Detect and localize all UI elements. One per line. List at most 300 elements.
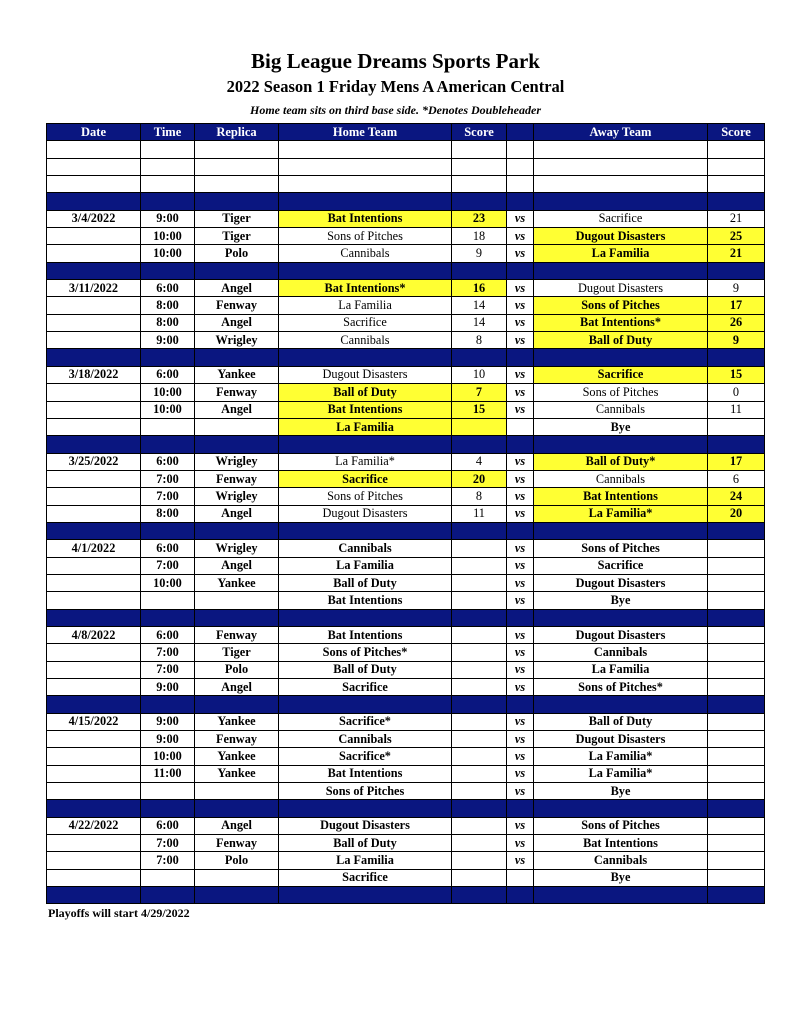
cell-away-score (708, 557, 765, 574)
page-title: Big League Dreams Sports Park (251, 49, 540, 73)
cell-date (47, 661, 141, 678)
cell-time: 10:00 (141, 748, 195, 765)
cell-replica (195, 592, 279, 609)
cell-away-team: Sons of Pitches (534, 384, 708, 401)
blank-row (47, 158, 765, 175)
cell-home-score (452, 418, 507, 435)
cell-home-team: Sacrifice (279, 869, 452, 886)
cell-away-score: 17 (708, 453, 765, 470)
cell-away-team: Bat Intentions (534, 488, 708, 505)
cell-away-team (534, 522, 708, 539)
cell-home-score (452, 679, 507, 696)
cell-time: 7:00 (141, 852, 195, 869)
cell-away-team (534, 609, 708, 626)
blank-row (47, 176, 765, 193)
cell-date (47, 748, 141, 765)
cell-date: 3/18/2022 (47, 366, 141, 383)
cell-vs (507, 522, 534, 539)
table-row (47, 401, 765, 418)
cell-date (47, 800, 141, 817)
cell-time: 7:00 (141, 488, 195, 505)
cell-home-score: 8 (452, 488, 507, 505)
cell-home-score (452, 852, 507, 869)
cell-vs (507, 176, 534, 193)
cell-home-score: 16 (452, 280, 507, 297)
cell-away-team: Bye (534, 418, 708, 435)
cell-time: 6:00 (141, 453, 195, 470)
cell-vs: vs (507, 626, 534, 643)
cell-away-score: 11 (708, 401, 765, 418)
cell-home-team: Sacrifice* (279, 713, 452, 730)
cell-away-team (534, 262, 708, 279)
col-header-time: Time (141, 124, 195, 141)
cell-replica: Tiger (195, 228, 279, 245)
cell-vs: vs (507, 384, 534, 401)
cell-home-score: 14 (452, 314, 507, 331)
cell-date (47, 592, 141, 609)
cell-date (47, 835, 141, 852)
cell-home-team: Sons of Pitches* (279, 644, 452, 661)
cell-away-team: Bat Intentions (534, 835, 708, 852)
cell-date (47, 332, 141, 349)
cell-date (47, 384, 141, 401)
cell-time: 7:00 (141, 644, 195, 661)
cell-date (47, 436, 141, 453)
cell-home-team: Ball of Duty (279, 384, 452, 401)
cell-replica: Angel (195, 280, 279, 297)
week-separator (47, 887, 765, 904)
cell-time (141, 176, 195, 193)
cell-home-team (279, 158, 452, 175)
cell-time (141, 609, 195, 626)
cell-time (141, 418, 195, 435)
header-row (47, 124, 765, 141)
cell-replica (195, 800, 279, 817)
cell-vs: vs (507, 713, 534, 730)
cell-away-score (708, 887, 765, 904)
cell-replica: Tiger (195, 644, 279, 661)
week-separator (47, 696, 765, 713)
cell-replica (195, 436, 279, 453)
schedule-table (46, 123, 765, 904)
cell-vs: vs (507, 366, 534, 383)
cell-away-score (708, 713, 765, 730)
cell-home-team: Cannibals (279, 731, 452, 748)
cell-time: 10:00 (141, 228, 195, 245)
cell-home-score (452, 592, 507, 609)
cell-away-score (708, 349, 765, 366)
blank-row (47, 141, 765, 158)
cell-date (47, 470, 141, 487)
cell-replica: Yankee (195, 765, 279, 782)
week-separator (47, 349, 765, 366)
table-row (47, 210, 765, 227)
cell-vs: vs (507, 661, 534, 678)
cell-home-score: 10 (452, 366, 507, 383)
cell-away-team (534, 887, 708, 904)
cell-vs: vs (507, 835, 534, 852)
cell-vs: vs (507, 332, 534, 349)
table-row (47, 488, 765, 505)
cell-home-team: Bat Intentions (279, 626, 452, 643)
table-row (47, 228, 765, 245)
cell-date (47, 158, 141, 175)
cell-home-team: La Familia* (279, 453, 452, 470)
cell-home-team: Sacrifice (279, 314, 452, 331)
cell-home-score (452, 765, 507, 782)
cell-replica (195, 418, 279, 435)
cell-away-team: Sons of Pitches (534, 817, 708, 834)
cell-home-team: Dugout Disasters (279, 505, 452, 522)
cell-home-score: 20 (452, 470, 507, 487)
table-row (47, 852, 765, 869)
cell-date (47, 522, 141, 539)
cell-away-score: 26 (708, 314, 765, 331)
cell-replica (195, 783, 279, 800)
cell-replica: Angel (195, 679, 279, 696)
cell-away-team: Bye (534, 869, 708, 886)
cell-home-score (452, 193, 507, 210)
cell-vs (507, 869, 534, 886)
cell-home-team: Sacrifice (279, 470, 452, 487)
cell-home-score (452, 557, 507, 574)
cell-replica: Angel (195, 314, 279, 331)
cell-time: 6:00 (141, 366, 195, 383)
cell-away-score (708, 817, 765, 834)
cell-home-score (452, 262, 507, 279)
cell-home-team: Dugout Disasters (279, 817, 452, 834)
cell-time (141, 262, 195, 279)
cell-replica: Fenway (195, 626, 279, 643)
cell-away-team: Dugout Disasters (534, 731, 708, 748)
cell-replica (195, 869, 279, 886)
cell-time: 10:00 (141, 245, 195, 262)
cell-home-team (279, 522, 452, 539)
cell-away-team: Cannibals (534, 470, 708, 487)
cell-replica: Polo (195, 661, 279, 678)
cell-replica: Fenway (195, 470, 279, 487)
cell-vs (507, 887, 534, 904)
cell-home-team: Dugout Disasters (279, 366, 452, 383)
cell-vs: vs (507, 401, 534, 418)
cell-away-score: 17 (708, 297, 765, 314)
table-row (47, 817, 765, 834)
cell-date (47, 349, 141, 366)
cell-home-score: 15 (452, 401, 507, 418)
cell-time: 9:00 (141, 679, 195, 696)
week-separator (47, 193, 765, 210)
col-header-date: Date (47, 124, 141, 141)
cell-away-team: La Familia* (534, 505, 708, 522)
table-row (47, 557, 765, 574)
cell-away-score (708, 193, 765, 210)
cell-time: 11:00 (141, 765, 195, 782)
cell-away-score (708, 644, 765, 661)
cell-away-score: 0 (708, 384, 765, 401)
cell-date (47, 245, 141, 262)
cell-away-score (708, 661, 765, 678)
cell-vs (507, 696, 534, 713)
cell-replica: Fenway (195, 297, 279, 314)
cell-home-team: Bat Intentions (279, 210, 452, 227)
cell-home-team: La Familia (279, 852, 452, 869)
cell-vs: vs (507, 731, 534, 748)
table-row (47, 783, 765, 800)
cell-date (47, 228, 141, 245)
cell-away-team: Sacrifice (534, 557, 708, 574)
cell-away-score (708, 869, 765, 886)
cell-home-team: Sacrifice (279, 679, 452, 696)
cell-replica (195, 141, 279, 158)
cell-date (47, 262, 141, 279)
cell-away-score (708, 765, 765, 782)
playoffs-note: Playoffs will start 4/29/2022 (48, 906, 190, 920)
cell-vs (507, 436, 534, 453)
cell-home-team: Bat Intentions* (279, 280, 452, 297)
cell-replica: Polo (195, 852, 279, 869)
cell-vs (507, 609, 534, 626)
table-row (47, 453, 765, 470)
cell-vs: vs (507, 540, 534, 557)
cell-home-score: 8 (452, 332, 507, 349)
cell-time (141, 349, 195, 366)
cell-replica (195, 349, 279, 366)
cell-date (47, 314, 141, 331)
cell-vs: vs (507, 592, 534, 609)
cell-home-score (452, 661, 507, 678)
cell-away-team: Ball of Duty (534, 332, 708, 349)
cell-home-score (452, 731, 507, 748)
cell-time: 7:00 (141, 661, 195, 678)
cell-date: 3/11/2022 (47, 280, 141, 297)
cell-replica (195, 887, 279, 904)
cell-replica: Yankee (195, 748, 279, 765)
cell-home-team: Ball of Duty (279, 835, 452, 852)
table-row (47, 592, 765, 609)
cell-away-team: Cannibals (534, 401, 708, 418)
cell-away-score (708, 540, 765, 557)
cell-away-team: La Familia* (534, 765, 708, 782)
cell-replica: Tiger (195, 210, 279, 227)
cell-vs: vs (507, 314, 534, 331)
cell-date (47, 193, 141, 210)
cell-away-score: 9 (708, 280, 765, 297)
cell-vs: vs (507, 280, 534, 297)
cell-time (141, 696, 195, 713)
cell-away-score: 25 (708, 228, 765, 245)
cell-time: 6:00 (141, 540, 195, 557)
cell-vs: vs (507, 488, 534, 505)
cell-date (47, 418, 141, 435)
cell-home-score: 14 (452, 297, 507, 314)
cell-away-score (708, 522, 765, 539)
cell-away-score (708, 679, 765, 696)
cell-vs: vs (507, 453, 534, 470)
cell-home-score (452, 887, 507, 904)
cell-away-team: Sacrifice (534, 210, 708, 227)
table-row (47, 748, 765, 765)
col-header-away-team: Away Team (534, 124, 708, 141)
cell-away-team: Dugout Disasters (534, 574, 708, 591)
cell-away-score: 9 (708, 332, 765, 349)
cell-away-team: Sons of Pitches (534, 297, 708, 314)
table-row (47, 574, 765, 591)
cell-vs: vs (507, 470, 534, 487)
table-row (47, 644, 765, 661)
col-header-replica: Replica (195, 124, 279, 141)
cell-away-score (708, 158, 765, 175)
page-subtitle: 2022 Season 1 Friday Mens A American Central (226, 77, 565, 96)
cell-home-team (279, 141, 452, 158)
cell-away-team: Bye (534, 592, 708, 609)
table-row (47, 765, 765, 782)
cell-away-score (708, 141, 765, 158)
table-row (47, 470, 765, 487)
cell-away-team: Bye (534, 783, 708, 800)
cell-vs: vs (507, 505, 534, 522)
cell-replica: Yankee (195, 366, 279, 383)
cell-time (141, 193, 195, 210)
cell-replica: Angel (195, 401, 279, 418)
cell-away-team: Cannibals (534, 852, 708, 869)
cell-vs: vs (507, 748, 534, 765)
table-row (47, 731, 765, 748)
cell-away-team (534, 436, 708, 453)
cell-home-team (279, 176, 452, 193)
cell-time (141, 800, 195, 817)
cell-home-team: La Familia (279, 557, 452, 574)
cell-time (141, 887, 195, 904)
cell-home-score (452, 158, 507, 175)
table-row (47, 626, 765, 643)
table-row (47, 297, 765, 314)
cell-time: 10:00 (141, 401, 195, 418)
cell-date (47, 696, 141, 713)
cell-away-score (708, 835, 765, 852)
week-separator (47, 609, 765, 626)
cell-time: 7:00 (141, 557, 195, 574)
cell-home-score (452, 141, 507, 158)
cell-replica: Wrigley (195, 332, 279, 349)
cell-date: 4/1/2022 (47, 540, 141, 557)
cell-away-team: La Familia* (534, 748, 708, 765)
cell-time: 6:00 (141, 817, 195, 834)
cell-vs: vs (507, 783, 534, 800)
cell-replica (195, 609, 279, 626)
cell-vs: vs (507, 557, 534, 574)
cell-away-score (708, 783, 765, 800)
cell-home-score (452, 783, 507, 800)
col-header-away-score: Score (708, 124, 765, 141)
cell-away-team: La Familia (534, 661, 708, 678)
cell-home-team: Ball of Duty (279, 574, 452, 591)
cell-time: 8:00 (141, 297, 195, 314)
cell-away-team (534, 158, 708, 175)
cell-home-score: 7 (452, 384, 507, 401)
cell-vs: vs (507, 210, 534, 227)
cell-vs (507, 349, 534, 366)
cell-replica: Yankee (195, 713, 279, 730)
table-row (47, 314, 765, 331)
week-separator (47, 800, 765, 817)
cell-away-score (708, 418, 765, 435)
cell-date (47, 783, 141, 800)
cell-replica: Fenway (195, 384, 279, 401)
cell-replica: Fenway (195, 731, 279, 748)
cell-home-score: 18 (452, 228, 507, 245)
cell-replica (195, 176, 279, 193)
cell-vs: vs (507, 228, 534, 245)
cell-time: 7:00 (141, 835, 195, 852)
cell-home-team: Sacrifice* (279, 748, 452, 765)
cell-away-score: 21 (708, 210, 765, 227)
cell-home-score: 23 (452, 210, 507, 227)
cell-date (47, 176, 141, 193)
cell-away-team: Ball of Duty* (534, 453, 708, 470)
cell-home-score: 11 (452, 505, 507, 522)
cell-away-score (708, 696, 765, 713)
cell-date (47, 141, 141, 158)
cell-date (47, 505, 141, 522)
cell-home-score (452, 574, 507, 591)
table-row (47, 245, 765, 262)
table-row (47, 661, 765, 678)
cell-date (47, 297, 141, 314)
cell-home-team: Sons of Pitches (279, 783, 452, 800)
cell-away-team: La Familia (534, 245, 708, 262)
cell-vs (507, 158, 534, 175)
cell-away-score (708, 262, 765, 279)
cell-home-team (279, 349, 452, 366)
cell-replica: Angel (195, 817, 279, 834)
cell-date (47, 644, 141, 661)
cell-date (47, 887, 141, 904)
cell-away-score (708, 748, 765, 765)
table-row (47, 679, 765, 696)
cell-away-team (534, 141, 708, 158)
cell-away-score: 6 (708, 470, 765, 487)
cell-time (141, 436, 195, 453)
cell-time (141, 158, 195, 175)
cell-home-team: Bat Intentions (279, 592, 452, 609)
cell-date (47, 852, 141, 869)
table-row (47, 332, 765, 349)
cell-away-team (534, 349, 708, 366)
cell-date: 3/4/2022 (47, 210, 141, 227)
cell-date (47, 679, 141, 696)
cell-date (47, 765, 141, 782)
cell-away-score: 20 (708, 505, 765, 522)
cell-away-team (534, 193, 708, 210)
col-header-vs (507, 124, 534, 141)
cell-away-score (708, 731, 765, 748)
cell-time: 10:00 (141, 574, 195, 591)
cell-vs (507, 193, 534, 210)
table-row (47, 835, 765, 852)
cell-time: 9:00 (141, 713, 195, 730)
cell-away-score: 21 (708, 245, 765, 262)
cell-date: 4/8/2022 (47, 626, 141, 643)
cell-replica: Wrigley (195, 453, 279, 470)
cell-vs (507, 141, 534, 158)
cell-home-team (279, 800, 452, 817)
cell-home-team (279, 436, 452, 453)
cell-vs: vs (507, 245, 534, 262)
cell-home-score (452, 835, 507, 852)
cell-away-team (534, 800, 708, 817)
cell-home-team: Cannibals (279, 332, 452, 349)
cell-replica (195, 193, 279, 210)
